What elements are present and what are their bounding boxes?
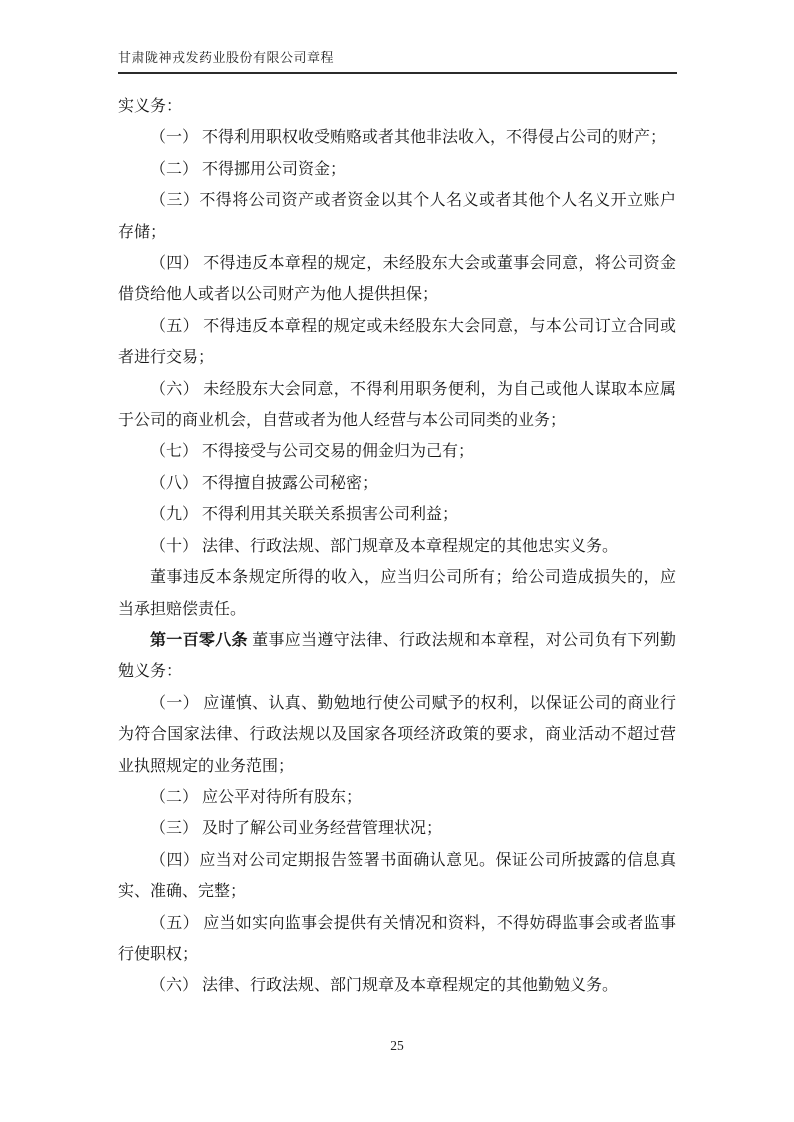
paragraph: （七） 不得接受与公司交易的佣金归为己有； bbox=[150, 443, 475, 461]
paragraph: （二） 不得挪用公司资金； bbox=[150, 160, 347, 178]
header-title: 甘肃陇神戎发药业股份有限公司章程 bbox=[118, 50, 335, 65]
paragraph: （九） 不得利用其关联关系损害公司利益； bbox=[150, 506, 459, 524]
paragraph: （一） 应谨慎、认真、勤勉地行使公司赋予的权利，以保证公司的商业行为符合国家法律、行政法规以及国家各项经济政策的要求，商业活动不超过营业执照规定的业务范围； bbox=[118, 694, 676, 775]
document-footer bbox=[0, 1038, 794, 1054]
paragraph: （八） 不得擅自披露公司秘密； bbox=[150, 474, 379, 492]
paragraph: （六） 未经股东大会同意，不得利用职务便利，为自己或他人谋取本应属于公司的商业机会，自营或者为他人经营与本公司同类的业务； bbox=[118, 380, 676, 430]
page-number: 25 bbox=[390, 1038, 404, 1053]
paragraph: （四） 不得违反本章程的规定，未经股东大会或董事会同意，将公司资金借贷给他人或者以公司财产为他人提供担保； bbox=[118, 255, 676, 304]
paragraph: （一） 不得利用职权收受贿赂或者其他非法收入，不得侵占公司的财产； bbox=[150, 129, 667, 147]
paragraph: （五） 不得违反本章程的规定或未经股东大会同意，与本公司订立合同或者进行交易； bbox=[118, 317, 676, 367]
paragraph: （十） 法律、行政法规、部门规章及本章程规定的其他忠实义务。 bbox=[150, 537, 619, 555]
paragraph: （六） 法律、行政法规、部门规章及本章程规定的其他勤勉义务。 bbox=[150, 977, 619, 995]
paragraph: （四）应当对公司定期报告签署书面确认意见。保证公司所披露的信息真实、准确、完整； bbox=[118, 851, 676, 901]
paragraph: （三） 及时了解公司业务经营管理状况； bbox=[150, 820, 443, 838]
paragraph: 实义务： bbox=[118, 98, 183, 115]
paragraph: 第一百零八条 董事应当遵守法律、行政法规和本章程，对公司负有下列勤勉义务： bbox=[118, 631, 676, 681]
document-header bbox=[118, 47, 677, 74]
paragraph: 董事违反本条规定所得的收入，应当归公司所有；给公司造成损失的，应当承担赔偿责任。 bbox=[118, 569, 676, 618]
article-number: 第一百零八条 bbox=[150, 631, 248, 649]
paragraph: （五） 应当如实向监事会提供有关情况和资料，不得妨碍监事会或者监事行使职权； bbox=[118, 914, 676, 963]
document-body bbox=[118, 91, 676, 1002]
paragraph: （三）不得将公司资产或者资金以其个人名义或者其他个人名义开立账户存储； bbox=[118, 192, 676, 241]
paragraph: （二） 应公平对待所有股东； bbox=[150, 788, 363, 806]
